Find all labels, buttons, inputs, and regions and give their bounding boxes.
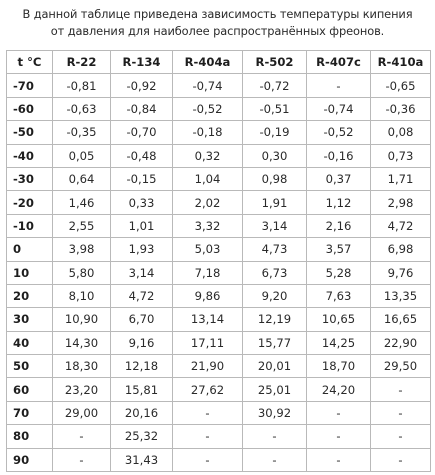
temperature-cell: 40 — [7, 331, 53, 354]
pressure-cell: 7,63 — [307, 284, 371, 307]
table-row — [7, 378, 431, 401]
pressure-cell: -0,74 — [173, 74, 243, 97]
table-caption — [0, 0, 435, 38]
table-row — [7, 284, 431, 307]
temperature-cell: 30 — [7, 308, 53, 331]
pressure-cell: - — [243, 425, 307, 448]
pressure-cell: 27,62 — [173, 378, 243, 401]
table-row — [7, 401, 431, 424]
pressure-cell: 1,93 — [111, 238, 173, 261]
column-header-temperature: t °C — [7, 51, 53, 74]
pressure-cell: -0,36 — [371, 97, 431, 120]
pressure-cell: 6,70 — [111, 308, 173, 331]
pressure-cell: 0,32 — [173, 144, 243, 167]
pressure-cell: 6,73 — [243, 261, 307, 284]
pressure-cell: 3,14 — [243, 214, 307, 237]
column-header-refrigerant: R-410a — [371, 51, 431, 74]
pressure-cell: 3,98 — [53, 238, 111, 261]
pressure-cell: 2,55 — [53, 214, 111, 237]
pressure-cell: 23,20 — [53, 378, 111, 401]
pressure-cell: - — [53, 448, 111, 471]
pressure-cell: - — [307, 74, 371, 97]
caption-line-2: от давления для наиболее распространённых фреонов. — [50, 24, 385, 38]
pressure-cell: -0,35 — [53, 121, 111, 144]
table-body — [7, 74, 431, 472]
pressure-cell: - — [173, 425, 243, 448]
pressure-cell: 9,86 — [173, 284, 243, 307]
pressure-cell: - — [371, 378, 431, 401]
pressure-cell: 4,72 — [111, 284, 173, 307]
table-row — [7, 238, 431, 261]
table-row — [7, 425, 431, 448]
pressure-cell: 10,65 — [307, 308, 371, 331]
temperature-cell: 0 — [7, 238, 53, 261]
pressure-cell: 0,08 — [371, 121, 431, 144]
pressure-cell: 29,50 — [371, 355, 431, 378]
pressure-cell: 5,03 — [173, 238, 243, 261]
table-row — [7, 191, 431, 214]
pressure-cell: 18,30 — [53, 355, 111, 378]
temperature-cell: 70 — [7, 401, 53, 424]
pressure-cell: 1,01 — [111, 214, 173, 237]
temperature-cell: -20 — [7, 191, 53, 214]
pressure-cell: - — [173, 448, 243, 471]
pressure-cell: - — [173, 401, 243, 424]
temperature-cell: 80 — [7, 425, 53, 448]
pressure-cell: 0,05 — [53, 144, 111, 167]
pressure-cell: 9,20 — [243, 284, 307, 307]
temperature-cell: -40 — [7, 144, 53, 167]
pressure-cell: 3,32 — [173, 214, 243, 237]
pressure-cell: 20,01 — [243, 355, 307, 378]
temperature-cell: 10 — [7, 261, 53, 284]
table-row — [7, 448, 431, 471]
column-header-refrigerant: R-502 — [243, 51, 307, 74]
pressure-cell: 25,01 — [243, 378, 307, 401]
pressure-cell: 16,65 — [371, 308, 431, 331]
pressure-cell: 0,37 — [307, 167, 371, 190]
pressure-cell: 13,35 — [371, 284, 431, 307]
pressure-cell: 15,77 — [243, 331, 307, 354]
pressure-cell: - — [53, 425, 111, 448]
table-row — [7, 308, 431, 331]
temperature-cell: -60 — [7, 97, 53, 120]
pressure-cell: - — [371, 401, 431, 424]
pressure-cell: 4,72 — [371, 214, 431, 237]
table-row — [7, 331, 431, 354]
table-row — [7, 355, 431, 378]
pressure-cell: 0,64 — [53, 167, 111, 190]
pressure-cell: - — [307, 448, 371, 471]
pressure-cell: 15,81 — [111, 378, 173, 401]
pressure-cell: 21,90 — [173, 355, 243, 378]
pressure-cell: 1,91 — [243, 191, 307, 214]
table-row — [7, 144, 431, 167]
temperature-cell: 90 — [7, 448, 53, 471]
pressure-cell: 14,30 — [53, 331, 111, 354]
column-header-refrigerant: R-404a — [173, 51, 243, 74]
pressure-cell: 5,28 — [307, 261, 371, 284]
column-header-refrigerant: R-407c — [307, 51, 371, 74]
pressure-cell: 0,73 — [371, 144, 431, 167]
pressure-cell: -0,52 — [307, 121, 371, 144]
caption-line-1: В данной таблице приведена зависимость температуры кипения — [22, 7, 413, 21]
pressure-cell: 5,80 — [53, 261, 111, 284]
pressure-cell: -0,81 — [53, 74, 111, 97]
pressure-cell: 12,18 — [111, 355, 173, 378]
pressure-cell: -0,16 — [307, 144, 371, 167]
pressure-cell: 12,19 — [243, 308, 307, 331]
pressure-cell: -0,70 — [111, 121, 173, 144]
column-header-refrigerant: R-134 — [111, 51, 173, 74]
temperature-cell: 20 — [7, 284, 53, 307]
pressure-cell: 6,98 — [371, 238, 431, 261]
pressure-cell: 29,00 — [53, 401, 111, 424]
pressure-cell: - — [307, 425, 371, 448]
pressure-cell: - — [307, 401, 371, 424]
temperature-cell: 50 — [7, 355, 53, 378]
pressure-cell: - — [371, 425, 431, 448]
pressure-cell: 13,14 — [173, 308, 243, 331]
pressure-cell: 31,43 — [111, 448, 173, 471]
temperature-cell: -10 — [7, 214, 53, 237]
table-row — [7, 261, 431, 284]
pressure-cell: 9,16 — [111, 331, 173, 354]
pressure-cell: 22,90 — [371, 331, 431, 354]
pressure-cell: 3,14 — [111, 261, 173, 284]
pressure-cell: -0,18 — [173, 121, 243, 144]
pressure-cell: 1,12 — [307, 191, 371, 214]
pressure-cell: 24,20 — [307, 378, 371, 401]
pressure-cell: 1,46 — [53, 191, 111, 214]
pressure-cell: 2,16 — [307, 214, 371, 237]
column-header-refrigerant: R-22 — [53, 51, 111, 74]
pressure-cell: 25,32 — [111, 425, 173, 448]
pressure-cell: -0,15 — [111, 167, 173, 190]
pressure-cell: 20,16 — [111, 401, 173, 424]
table-row — [7, 214, 431, 237]
temperature-cell: -50 — [7, 121, 53, 144]
pressure-cell: 0,33 — [111, 191, 173, 214]
pressure-cell: -0,84 — [111, 97, 173, 120]
pressure-cell: 4,73 — [243, 238, 307, 261]
table-row — [7, 97, 431, 120]
pressure-cell: 0,98 — [243, 167, 307, 190]
pressure-cell: 8,10 — [53, 284, 111, 307]
pressure-cell: -0,51 — [243, 97, 307, 120]
pressure-cell: 14,25 — [307, 331, 371, 354]
pressure-cell: 2,98 — [371, 191, 431, 214]
pressure-cell: - — [371, 448, 431, 471]
pressure-cell: 17,11 — [173, 331, 243, 354]
pressure-cell: -0,65 — [371, 74, 431, 97]
pressure-cell: -0,52 — [173, 97, 243, 120]
table-row — [7, 121, 431, 144]
pressure-cell: 9,76 — [371, 261, 431, 284]
temperature-cell: 60 — [7, 378, 53, 401]
pressure-cell: -0,63 — [53, 97, 111, 120]
pressure-cell: -0,74 — [307, 97, 371, 120]
pressure-cell: 1,04 — [173, 167, 243, 190]
pressure-cell: 7,18 — [173, 261, 243, 284]
table-row — [7, 167, 431, 190]
pressure-cell: 18,70 — [307, 355, 371, 378]
pressure-cell: -0,48 — [111, 144, 173, 167]
pressure-cell: 10,90 — [53, 308, 111, 331]
pressure-cell: 2,02 — [173, 191, 243, 214]
temperature-cell: -30 — [7, 167, 53, 190]
pressure-cell: 3,57 — [307, 238, 371, 261]
pressure-cell: 0,30 — [243, 144, 307, 167]
temperature-cell: -70 — [7, 74, 53, 97]
pressure-cell: -0,72 — [243, 74, 307, 97]
table-row — [7, 74, 431, 97]
pressure-cell: 30,92 — [243, 401, 307, 424]
boiling-pressure-table — [6, 50, 431, 472]
pressure-cell: - — [243, 448, 307, 471]
pressure-cell: -0,92 — [111, 74, 173, 97]
table-header-row — [7, 51, 431, 74]
pressure-cell: 1,71 — [371, 167, 431, 190]
pressure-cell: -0,19 — [243, 121, 307, 144]
